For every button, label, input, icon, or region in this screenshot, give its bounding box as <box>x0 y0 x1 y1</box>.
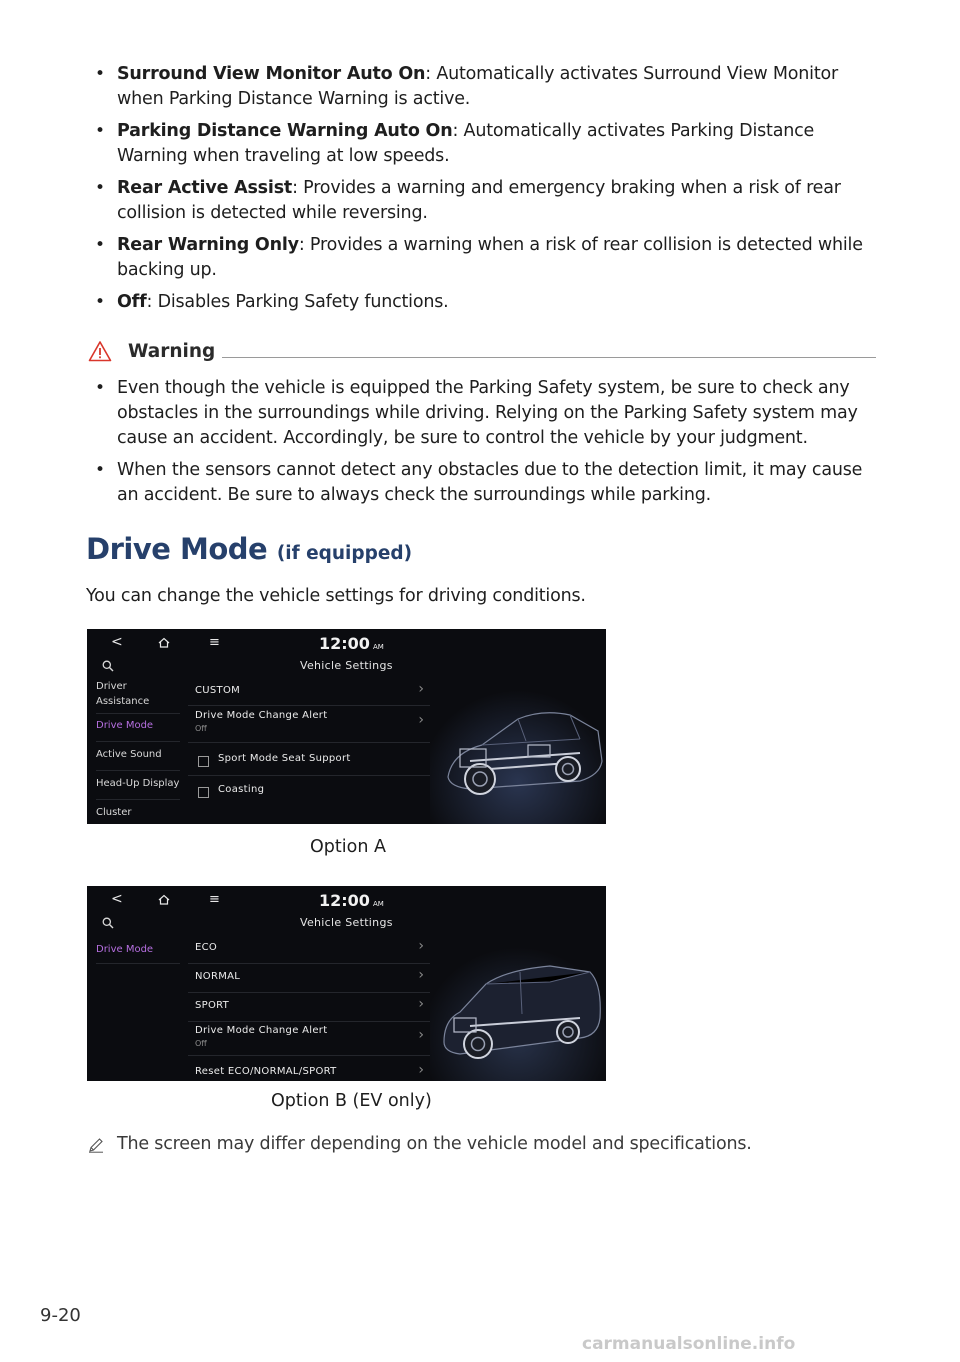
sidebar-item-driver-assistance[interactable]: Driver Assistance <box>96 681 150 707</box>
chevron-right-icon: › <box>418 681 424 697</box>
section-qualifier: (if equipped) <box>276 543 413 564</box>
warning-list <box>88 376 888 515</box>
menu-item-drive-mode-change-alert[interactable] <box>188 1022 430 1056</box>
screen-title: Vehicle Settings <box>300 916 393 929</box>
watermark: carmanualsonline.info <box>582 1334 796 1354</box>
warning-text: When the sensors cannot detect any obstacles due to the detection limit, it may cause an accident. Be sure to always check the surroundings while parking. <box>117 460 863 505</box>
menu-item-reset[interactable] <box>188 1060 430 1081</box>
option-term: Surround View Monitor Auto On <box>117 64 426 84</box>
checkbox[interactable] <box>198 756 209 767</box>
menu-item-label: SPORT <box>195 1000 230 1011</box>
menu-item-drive-mode-change-alert[interactable] <box>188 706 430 742</box>
menu-item-custom[interactable] <box>188 679 430 703</box>
back-icon[interactable]: < <box>111 891 123 907</box>
option-desc: : Disables Parking Safety functions. <box>146 292 449 312</box>
menu-icon[interactable]: ≡ <box>209 635 220 650</box>
sidebar-item-head-up-display[interactable]: Head-Up Display <box>96 778 180 789</box>
divider <box>96 799 180 800</box>
note-text: The screen may differ depending on the vehicle model and specifications. <box>117 1134 752 1154</box>
chevron-right-icon: › <box>418 967 424 983</box>
divider <box>188 742 430 743</box>
list-item: • Even though the vehicle is equipped the Parking Safety system, be sure to check any obstacles in the surroundings while driving. Relying on the Parking Safety system may cause an accident. Accordingly, be sure to control the vehicle by your judgment. <box>95 378 858 448</box>
warning-title: Warning <box>128 341 216 362</box>
search-icon[interactable] <box>102 660 114 672</box>
top-bar <box>87 886 606 914</box>
pencil-note-icon <box>88 1137 104 1153</box>
divider <box>188 775 430 776</box>
list-item: • When the sensors cannot detect any obstacles due to the detection limit, it may cause an accident. Be sure to always check the surroundings while parking. <box>95 460 863 505</box>
list-item: • Parking Distance Warning Auto On: Automatically activates Parking Distance Warning when traveling at low speeds. <box>95 121 815 166</box>
menu-item-label: CUSTOM <box>195 685 241 696</box>
caption-option-b: Option B (EV only) <box>271 1091 432 1111</box>
sidebar-item-cluster[interactable]: Cluster <box>96 807 132 818</box>
menu-item-sport[interactable] <box>188 994 430 1018</box>
divider <box>188 963 430 964</box>
option-term: Off <box>117 292 147 312</box>
warning-text: Even though the vehicle is equipped the Parking Safety system, be sure to check any obstacles in the surroundings while driving. Relying on the Parking Safety system may cause an accident. Accordingly, be sure to control the vehicle by your judgment. <box>117 378 858 448</box>
option-term: Rear Active Assist <box>117 178 293 198</box>
sidebar-item-drive-mode[interactable]: Drive Mode <box>96 720 154 731</box>
menu-item-normal[interactable] <box>188 965 430 989</box>
menu-item-label: Drive Mode Change Alert <box>195 710 328 721</box>
option-desc: : Automatically activates Surround View Monitor when Parking Distance Warning is active. <box>117 64 838 109</box>
menu-item-label: Sport Mode Seat Support <box>218 753 351 764</box>
home-icon[interactable] <box>158 894 170 905</box>
chevron-right-icon: › <box>418 996 424 1012</box>
clock <box>319 634 384 653</box>
divider <box>188 992 430 993</box>
settings-menu <box>188 673 430 824</box>
option-desc: : Provides a warning when a risk of rear collision is detected while backing up. <box>117 235 863 280</box>
menu-item-label: Drive Mode Change Alert <box>195 1025 328 1036</box>
sidebar-item-active-sound[interactable]: Active Sound <box>96 749 162 760</box>
warning-triangle-icon <box>88 340 112 362</box>
settings-menu <box>188 930 430 1081</box>
menu-icon[interactable]: ≡ <box>209 892 220 907</box>
chevron-right-icon: › <box>418 712 424 728</box>
menu-item-label: Reset ECO/NORMAL/SPORT <box>195 1066 337 1077</box>
divider <box>188 1055 430 1056</box>
option-desc: : Automatically activates Parking Distance Warning when traveling at low speeds. <box>117 121 815 166</box>
chevron-right-icon: › <box>418 1027 424 1043</box>
divider <box>222 357 876 358</box>
option-desc: : Provides a warning and emergency braking when a risk of rear collision is detected while reversing. <box>117 178 841 223</box>
chevron-right-icon: › <box>418 938 424 954</box>
settings-sidebar <box>87 930 184 1081</box>
settings-sidebar <box>87 673 184 824</box>
list-item: • Rear Active Assist: Provides a warning and emergency braking when a risk of rear collision is detected while reversing. <box>95 178 841 223</box>
section-title-text: Drive Mode <box>86 532 268 566</box>
back-icon[interactable]: < <box>111 634 123 650</box>
list-item: • Off: Disables Parking Safety functions. <box>95 292 449 312</box>
menu-item-value: Off <box>195 1039 207 1048</box>
menu-item-eco[interactable] <box>188 936 430 960</box>
menu-item-value: Off <box>195 724 207 733</box>
divider <box>96 741 180 742</box>
vehicle-settings-screen-option-b <box>87 886 606 1081</box>
list-item: • Rear Warning Only: Provides a warning when a risk of rear collision is detected while backing up. <box>95 235 863 280</box>
menu-item-coasting[interactable] <box>188 778 430 804</box>
option-term: Parking Distance Warning Auto On <box>117 121 453 141</box>
menu-item-sport-mode-seat-support[interactable] <box>188 747 430 773</box>
sidebar-item-drive-mode[interactable]: Drive Mode <box>96 944 154 955</box>
chevron-right-icon: › <box>418 1062 424 1078</box>
divider <box>96 713 180 714</box>
clock-time: 12:00 <box>319 634 370 653</box>
checkbox[interactable] <box>198 787 209 798</box>
parking-safety-options <box>88 62 888 322</box>
car-chassis-illustration <box>430 657 606 824</box>
list-item: • Surround View Monitor Auto On: Automatically activates Surround View Monitor when Parking Distance Warning is active. <box>95 64 838 109</box>
menu-item-label: NORMAL <box>195 971 241 982</box>
caption-option-a: Option A <box>310 837 386 857</box>
screen-title: Vehicle Settings <box>300 659 393 672</box>
vehicle-settings-screen-option-a <box>87 629 606 824</box>
clock-ampm: AM <box>372 643 384 651</box>
section-intro: You can change the vehicle settings for driving conditions. <box>86 586 586 606</box>
divider <box>96 963 180 964</box>
car-chassis-illustration <box>430 914 606 1081</box>
clock-time: 12:00 <box>319 891 370 910</box>
option-term: Rear Warning Only <box>117 235 299 255</box>
top-bar <box>87 629 606 657</box>
section-title <box>86 532 412 566</box>
divider <box>96 770 180 771</box>
page-number: 9-20 <box>40 1305 81 1326</box>
clock-ampm: AM <box>372 900 384 908</box>
menu-item-label: ECO <box>195 942 218 953</box>
clock <box>319 891 384 910</box>
search-icon[interactable] <box>102 917 114 929</box>
menu-item-label: Coasting <box>218 784 265 795</box>
home-icon[interactable] <box>158 637 170 648</box>
warning-header <box>112 339 876 367</box>
